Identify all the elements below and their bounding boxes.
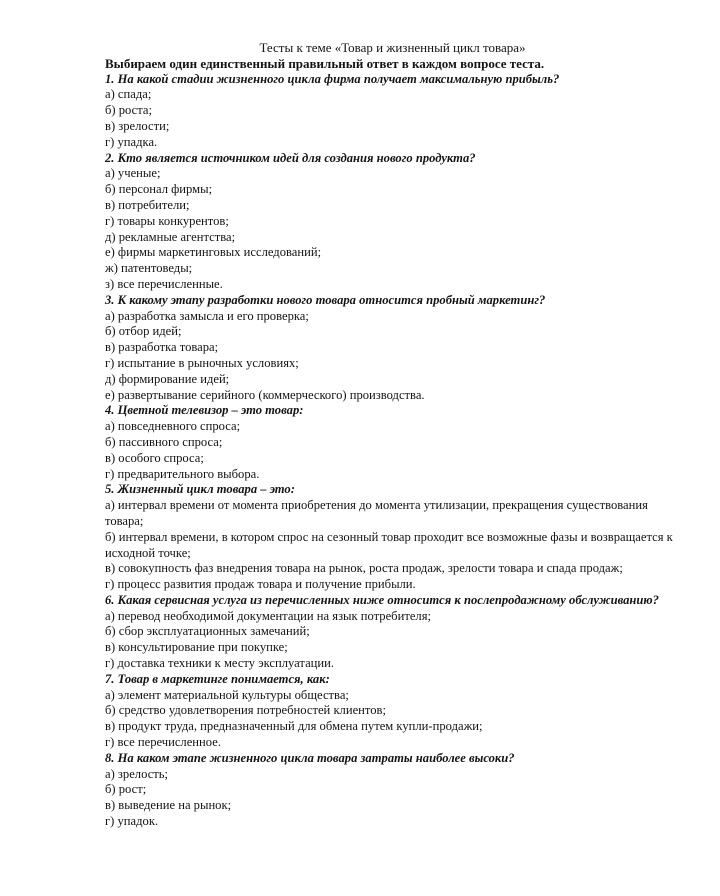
answer-option: а) спада; bbox=[105, 87, 152, 102]
answer-option: в) зрелости; bbox=[105, 118, 170, 133]
answer-option: г) испытание в рыночных условиях; bbox=[105, 355, 299, 370]
answer-option: г) упадка. bbox=[105, 134, 158, 149]
answer-option: б) отбор идей; bbox=[105, 324, 182, 339]
answer-option: в) разработка товара; bbox=[105, 340, 219, 355]
question-text: 6. Какая сервисная услуга из перечисленных ниже относится к послепродажному обслуживанию? bbox=[105, 592, 659, 607]
answer-option: а) перевод необходимой документации на язык потребителя; bbox=[105, 608, 431, 623]
question-text: 8. На каком этапе жизненного цикла товара затраты наиболее высоки? bbox=[105, 750, 515, 765]
answer-option: з) все перечисленные. bbox=[105, 276, 223, 291]
answer-option: в) выведение на рынок; bbox=[105, 798, 232, 813]
question-block bbox=[105, 672, 680, 751]
question-block bbox=[105, 151, 680, 293]
answer-option: е) фирмы маркетинговых исследований; bbox=[105, 245, 322, 260]
instructions: Выбираем один единственный правильный ответ в каждом вопросе теста. bbox=[105, 55, 545, 71]
answer-option: б) пассивного спроса; bbox=[105, 434, 223, 449]
answer-option: в) продукт труда, предназначенный для обмена путем купли-продажи; bbox=[105, 719, 483, 734]
answer-option: б) роста; bbox=[105, 103, 152, 118]
question-text: 4. Цветной телевизор – это товар: bbox=[105, 403, 304, 418]
answer-option: г) процесс развития продаж товара и получение прибыли. bbox=[105, 577, 416, 592]
question-block bbox=[105, 403, 680, 482]
answer-option: в) консультирование при покупке; bbox=[105, 640, 288, 655]
question-text: 7. Товар в маркетинге понимается, как: bbox=[105, 671, 330, 686]
answer-option: а) элемент материальной культуры общества; bbox=[105, 687, 349, 702]
answer-option: д) формирование идей; bbox=[105, 371, 230, 386]
answer-option: в) совокупность фаз внедрения товара на рынок, роста продаж, зрелости товара и спада продаж; bbox=[105, 561, 623, 576]
answer-option: г) доставка техники к месту эксплуатации. bbox=[105, 656, 335, 671]
answer-option: а) зрелость; bbox=[105, 766, 169, 781]
answer-option: в) особого спроса; bbox=[105, 450, 204, 465]
answer-option: б) рост; bbox=[105, 782, 147, 797]
question-block bbox=[105, 593, 680, 672]
question-block bbox=[105, 72, 680, 151]
answer-option: е) развертывание серийного (коммерческого) производства. bbox=[105, 387, 425, 402]
answer-option: б) интервал времени, в котором спрос на сезонный товар проходит все возможные фазы и возвращается к исходной точке; bbox=[105, 529, 673, 560]
answer-option: а) разработка замысла и его проверка; bbox=[105, 308, 309, 323]
answer-option: а) ученые; bbox=[105, 166, 161, 181]
answer-option: г) предварительного выбора. bbox=[105, 466, 260, 481]
question-text: 5. Жизненный цикл товара – это: bbox=[105, 482, 295, 497]
question-text: 1. На какой стадии жизненного цикла фирма получает максимальную прибыль? bbox=[105, 71, 560, 86]
answer-option: б) персонал фирмы; bbox=[105, 182, 213, 197]
answer-option: а) интервал времени от момента приобретения до момента утилизации, прекращения существования товара; bbox=[105, 498, 648, 528]
question-block bbox=[105, 293, 680, 404]
answer-option: в) потребители; bbox=[105, 197, 190, 212]
answer-option: г) все перечисленное. bbox=[105, 735, 221, 750]
answer-option: г) упадок. bbox=[105, 814, 159, 829]
question-text: 3. К какому этапу разработки нового товара относится пробный маркетинг? bbox=[105, 292, 546, 307]
answer-option: а) повседневного спроса; bbox=[105, 419, 241, 434]
answer-option: б) сбор эксплуатационных замечаний; bbox=[105, 624, 310, 639]
question-block bbox=[105, 751, 680, 830]
question-text: 2. Кто является источником идей для создания нового продукта? bbox=[105, 150, 476, 165]
document-title: Тесты к теме «Товар и жизненный цикл товара» bbox=[259, 40, 526, 55]
answer-option: г) товары конкурентов; bbox=[105, 213, 229, 228]
answer-option: д) рекламные агентства; bbox=[105, 229, 236, 244]
answer-option: ж) патентоведы; bbox=[105, 261, 193, 276]
question-block bbox=[105, 482, 680, 593]
answer-option: б) средство удовлетворения потребностей клиентов; bbox=[105, 703, 386, 718]
